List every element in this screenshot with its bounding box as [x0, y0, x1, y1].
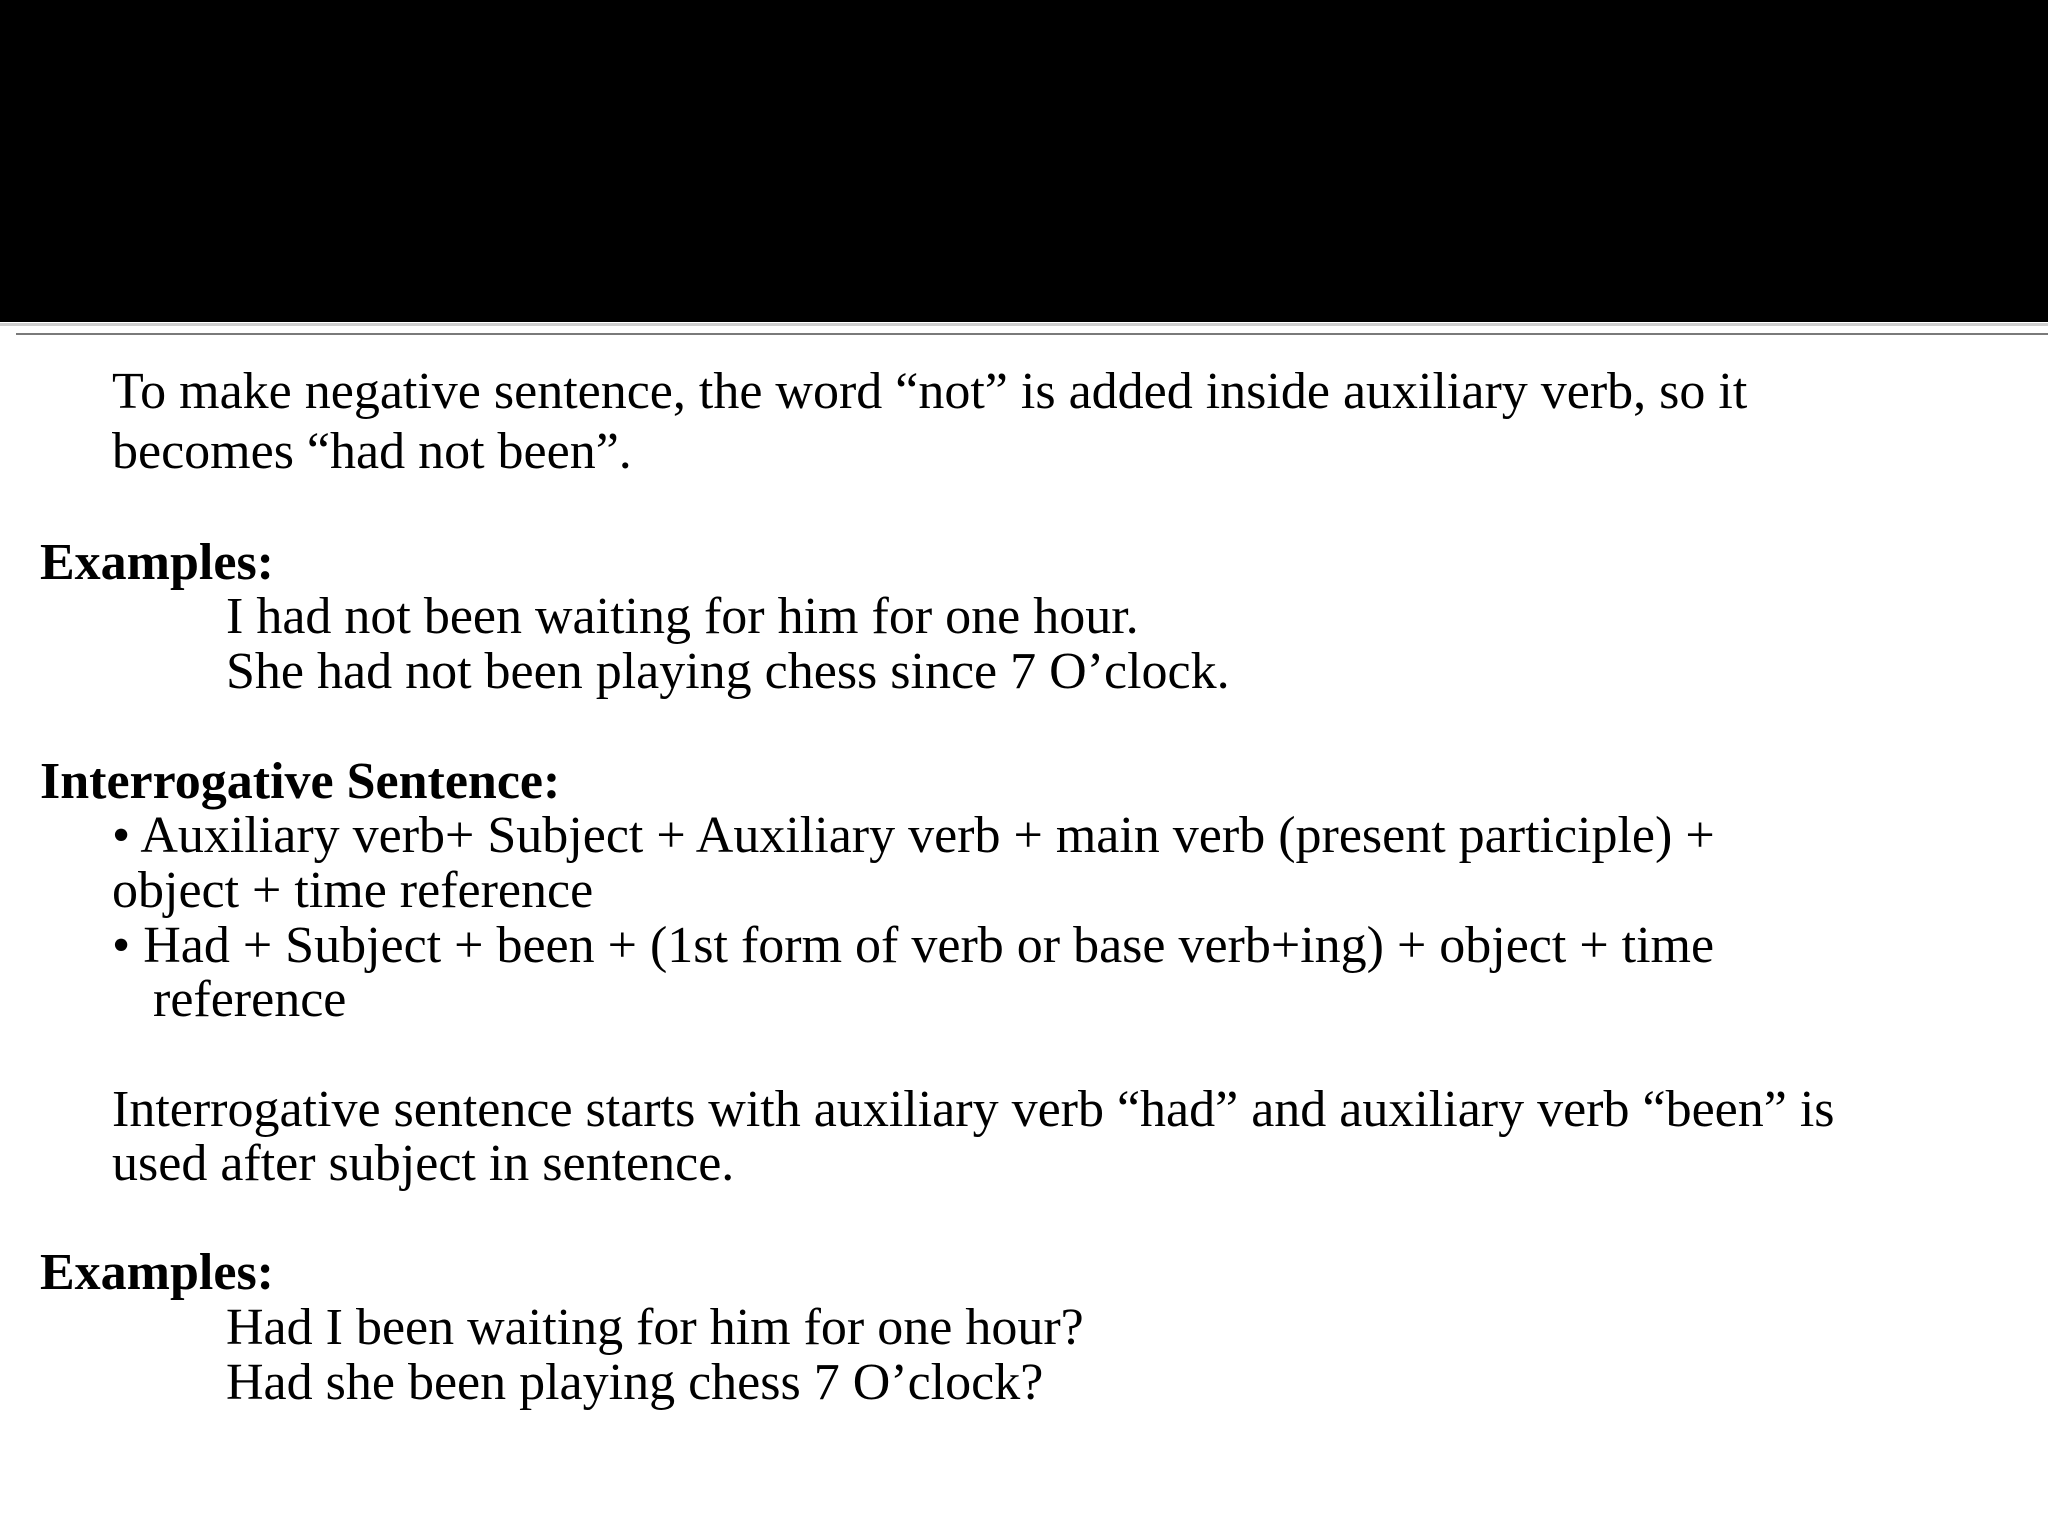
paragraph-negative-line-2: becomes “had not been”. [112, 423, 632, 480]
example-interrogative-1: Had I been waiting for him for one hour? [226, 1299, 1084, 1356]
bullet-icon: • [112, 917, 131, 974]
bullet-2-text: Had + Subject + been + (1st form of verb or base verb+ing) + object + time [143, 917, 1715, 974]
bullet-2-line-1 [112, 918, 1714, 974]
bullet-1-line-1 [112, 808, 1715, 864]
examples-heading-interrogative: Examples: [40, 1244, 274, 1301]
bullet-1-line-2: object + time reference [112, 862, 594, 919]
divider-line-dark [16, 333, 2048, 335]
example-negative-2: She had not been playing chess since 7 O’clock. [226, 643, 1230, 700]
bullet-icon: • [112, 807, 131, 864]
bullet-2-line-2: reference [153, 971, 347, 1028]
paragraph-negative-line-1: To make negative sentence, the word “not” is added inside auxiliary verb, so it [112, 363, 1748, 420]
interrogative-heading: Interrogative Sentence: [40, 753, 561, 810]
divider-line [0, 323, 2048, 326]
title-bar [0, 0, 2048, 322]
bullet-1-text: Auxiliary verb+ Subject + Auxiliary verb + main verb (present participle) + [140, 807, 1715, 864]
paragraph-interrogative-line-2: used after subject in sentence. [112, 1135, 735, 1192]
examples-heading-negative: Examples: [40, 534, 274, 591]
paragraph-interrogative-line-1: Interrogative sentence starts with auxiliary verb “had” and auxiliary verb “been” is [112, 1081, 1835, 1138]
example-negative-1: I had not been waiting for him for one hour. [226, 588, 1139, 645]
example-interrogative-2: Had she been playing chess 7 O’clock? [226, 1354, 1044, 1411]
